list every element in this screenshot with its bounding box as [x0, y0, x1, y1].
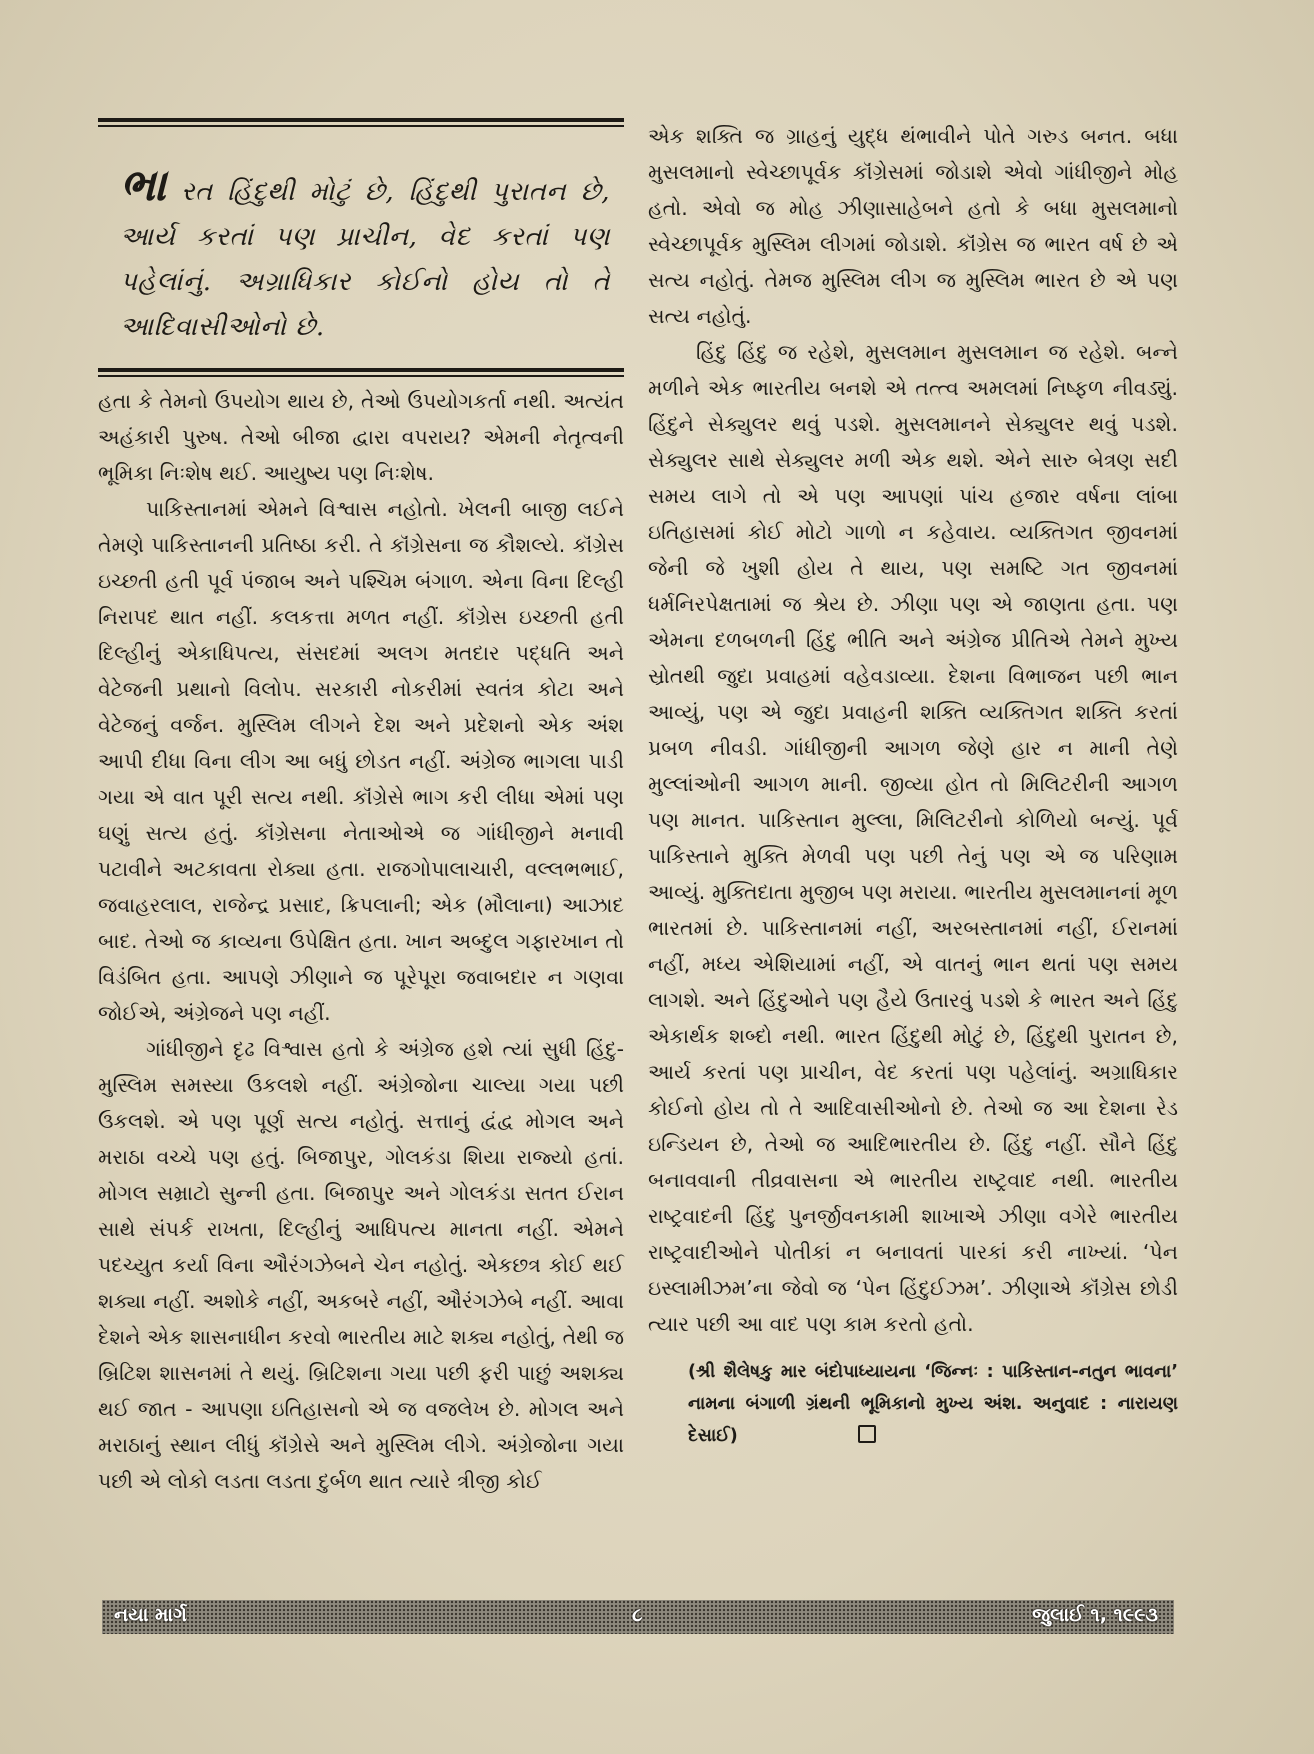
left-paragraph-2: પાકિસ્તાનમાં એમને વિશ્વાસ નહોતો. ખેલની બાજી લઈને તેમણે પાકિસ્તાનની પ્રતિષ્ઠા કરી. તે કૉંગ્રેસના જ કૌશલ્યે. કૉંગ્રેસ ઇચ્છતી હતી પૂર્વ પંજાબ અને પશ્ચિમ બંગાળ. એના વિના દિલ્હી નિરાપદ થાત નહીં. કલકત્તા મળત નહીં. કૉંગ્રેસ ઇચ્છતી હતી દિલ્હીનું એકાધિપત્ય, સંસદમાં અલગ મતદાર પદ્ધતિ અને વેટેજની પ્રથાનો વિલોપ. સરકારી નોકરીમાં સ્વતંત્ર કોટા અને વેટેજનું વર્જન. મુસ્લિમ લીગને દેશ અને પ્રદેશનો એક અંશ આપી દીધા વિના લીગ આ બધું છોડત નહીં. અંગ્રેજ ભાગલા પાડી ગયા એ વાત પૂરી સત્ય નથી. કૉંગ્રેસે ભાગ કરી લીધા એમાં પણ ઘણું સત્ય હતું. કૉંગ્રેસના નેતાઓએ જ ગાંધીજીને મનાવી પટાવીને અટકાવતા રોક્યા હતા. રાજગોપાલાચારી, વલ્લભભાઈ, જવાહરલાલ, રાજેન્દ્ર પ્રસાદ, ક્રિપલાની; એક (મૌલાના) આઝાદ બાદ. તેઓ જ કાવ્યના ઉપેક્ષિત હતા. ખાન અબ્દુલ ગફારખાન તો વિડંબિત હતા. આપણે ઝીણાને જ પૂરેપૂરા જવાબદાર ન ગણવા જોઈએ, અંગ્રેજને પણ નહીં.: [98, 497, 624, 1025]
footer-page-number: ૮: [632, 1604, 643, 1626]
pull-quote-top-rule: [98, 118, 624, 127]
pull-quote-bottom-rule: [98, 368, 624, 377]
pull-quote-dropcap: ભા: [120, 160, 167, 211]
right-column: [648, 118, 1178, 1452]
right-paragraph-1: એક શક્તિ જ ગ્રાહનું યુદ્ધ થંભાવીને પોતે ગરુડ બનત. બધા મુસલમાનો સ્વેચ્છાપૂર્વક કૉંગ્રેસમાં જોડાશે એવો ગાંધીજીને મોહ હતો. એવો જ મોહ ઝીણાસાહેબને હતો કે બધા મુસલમાનો સ્વેચ્છાપૂર્વક મુસ્લિમ લીગમાં જોડાશે. કૉંગ્રેસ જ ભારત વર્ષ છે એ સત્ય નહોતું. તેમજ મુસ્લિમ લીગ જ મુસ્લિમ ભારત છે એ પણ સત્ય નહોતું.: [648, 124, 1178, 328]
end-mark-icon: [858, 1425, 876, 1443]
page-footer: [102, 1600, 1174, 1634]
right-paragraph-2: હિંદુ હિંદુ જ રહેશે, મુસલમાન મુસલમાન જ રહેશે. બન્ને મળીને એક ભારતીય બનશે એ તત્ત્વ અમલમાં નિષ્ફળ નીવડ્યું. હિંદુને સેક્યુલર થવું પડશે. મુસલમાનને સેક્યુલર થવું પડશે. સેક્યુલર સાથે સેક્યુલર મળી એક થશે. એને સારુ બેત્રણ સદી સમય લાગે તો એ પણ આપણાં પાંચ હજાર વર્ષના લાંબા ઇતિહાસમાં કોઈ મોટો ગાળો ન કહેવાય. વ્યક્તિગત જીવનમાં જેની જે ખુશી હોય તે થાય, પણ સમષ્ટિ ગત જીવનમાં ધર્મનિરપેક્ષતામાં જ શ્રેય છે. ઝીણા પણ એ જાણતા હતા. પણ એમના દળબળની હિંદુ ભીતિ અને અંગ્રેજ પ્રીતિએ તેમને મુખ્ય સ્રોતથી જુદા પ્રવાહમાં વહેવડાવ્યા. દેશના વિભાજન પછી ભાન આવ્યું, પણ એ જુદા પ્રવાહની શક્તિ વ્યક્તિગત શક્તિ કરતાં પ્રબળ નીવડી. ગાંધીજીની આગળ જેણે હાર ન માની તેણે મુલ્લાંઓની આગળ માની. જીવ્યા હોત તો મિલિટરીની આગળ પણ માનત. પાકિસ્તાન મુલ્લા, મિલિટરીનો કોળિયો બન્યું. પૂર્વ પાકિસ્તાને મુક્તિ મેળવી પણ પછી તેનું પણ એ જ પરિણામ આવ્યું. મુક્તિદાતા મુજીબ પણ મરાયા. ભારતીય મુસલમાનનાં મૂળ ભારતમાં છે. પાકિસ્તાનમાં નહીં, અરબસ્તાનમાં નહીં, ઈરાનમાં નહીં, મધ્ય એશિયામાં નહીં, એ વાતનું ભાન થતાં પણ સમય લાગશે. અને હિંદુઓને પણ હૈયે ઉતારવું પડશે કે ભારત અને હિંદુ એકાર્થક શબ્દો નથી. ભારત હિંદુથી મોટું છે, હિંદુથી પુરાતન છે, આર્ય કરતાં પણ પ્રાચીન, વેદ કરતાં પણ પહેલાંનું. અગ્રાધિકાર કોઈનો હોય તો તે આદિવાસીઓનો છે. તેઓ જ આ દેશના રેડ ઇન્ડિયન છે, તેઓ જ આદિભારતીય છે. હિંદુ નહીં. સૌને હિંદુ બનાવવાની તીવ્રવાસના એ ભારતીય રાષ્ટ્રવાદ નથી. ભારતીય રાષ્ટ્રવાદની હિંદુ પુનર્જીવનકામી શાખાએ ઝીણા વગેરે ભારતીય રાષ્ટ્રવાદીઓને પોતીકાં ન બનાવતાં પારકાં કરી નાખ્યાં. ‘પેન ઇસ્લામીઝમ’ના જેવો જ ‘પેન હિંદુઈઝમ’. ઝીણાએ કૉંગ્રેસ છોડી ત્યાર પછી આ વાદ પણ કામ કરતો હતો.: [648, 340, 1178, 1336]
pull-quote-text: [98, 127, 624, 360]
left-paragraph-3: ગાંધીજીને દૃઢ વિશ્વાસ હતો કે અંગ્રેજ હશે ત્યાં સુધી હિંદુ-મુસ્લિમ સમસ્યા ઉકલશે નહીં. અંગ્રેજોના ચાલ્યા ગયા પછી ઉકલશે. એ પણ પૂર્ણ સત્ય નહોતું. સત્તાનું દ્વંદ્વ મોગલ અને મરાઠા વચ્ચે પણ હતું. બિજાપુર, ગોલકંડા શિયા રાજ્યો હતાં. મોગલ સમ્રાટો સુન્ની હતા. બિજાપુર અને ગોલકંડા સતત ઈરાન સાથે સંપર્ક રાખતા, દિલ્હીનું આધિપત્ય માનતા નહીં. એમને પદચ્યુત કર્યા વિના ઔરંગઝેબને ચેન નહોતું. એકછત્ર કોઈ થઈ શક્યા નહીં. અશોકે નહીં, અકબરે નહીં, ઔરંગઝેબે નહીં. આવા દેશને એક શાસનાધીન કરવો ભારતીય માટે શક્ય નહોતું, તેથી જ બ્રિટિશ શાસનમાં તે થયું. બ્રિટિશના ગયા પછી ફરી પાછું અશક્ય થઈ જાત - આપણા ઇતિહાસનો એ જ વજલેખ છે. મોગલ અને મરાઠાનું સ્થાન લીધું કૉંગ્રેસે અને મુસ્લિમ લીગે. અંગ્રેજોના ગયા પછી એ લોકો લડતા લડતા દુર્બળ થાત ત્યારે ત્રીજી કોઈ: [98, 1037, 624, 1493]
footer-publication: નયા માર્ગ: [114, 1604, 187, 1626]
source-credit-text: (શ્રી શૈલેષકુ માર બંદોપાધ્યાયના ‘જિન્નઃ : પાકિસ્તાન-નતુન ભાવના’ નામના બંગાળી ગ્રંથની ભૂમિકાનો મુખ્ય અંશ. અનુવાદ : નારાયણ દેસાઈ): [688, 1362, 1178, 1446]
left-column: [98, 118, 624, 1499]
left-paragraph-1: હતા કે તેમનો ઉપયોગ થાય છે, તેઓ ઉપયોગકર્તા નથી. અત્યંત અહંકારી પુરુષ. તેઓ બીજા દ્વારા વપરાય? એમની નેતૃત્વની ભૂમિકા નિઃશેષ થઈ. આયુષ્ય પણ નિઃશેષ.: [98, 389, 624, 485]
pull-quote-body: રત હિંદુથી મોટું છે, હિંદુથી પુરાતન છે, આર્ય કરતાં પણ પ્રાચીન, વેદ કરતાં પણ પહેલાંનું. અગ્રાધિકાર કોઈનો હોય તો તે આદિવાસીઓનો છે.: [120, 177, 610, 342]
pull-quote: [98, 118, 624, 377]
footer-date: જુલાઈ ૧, ૧૯૯૩: [1032, 1604, 1158, 1626]
source-credit: [648, 1356, 1178, 1452]
